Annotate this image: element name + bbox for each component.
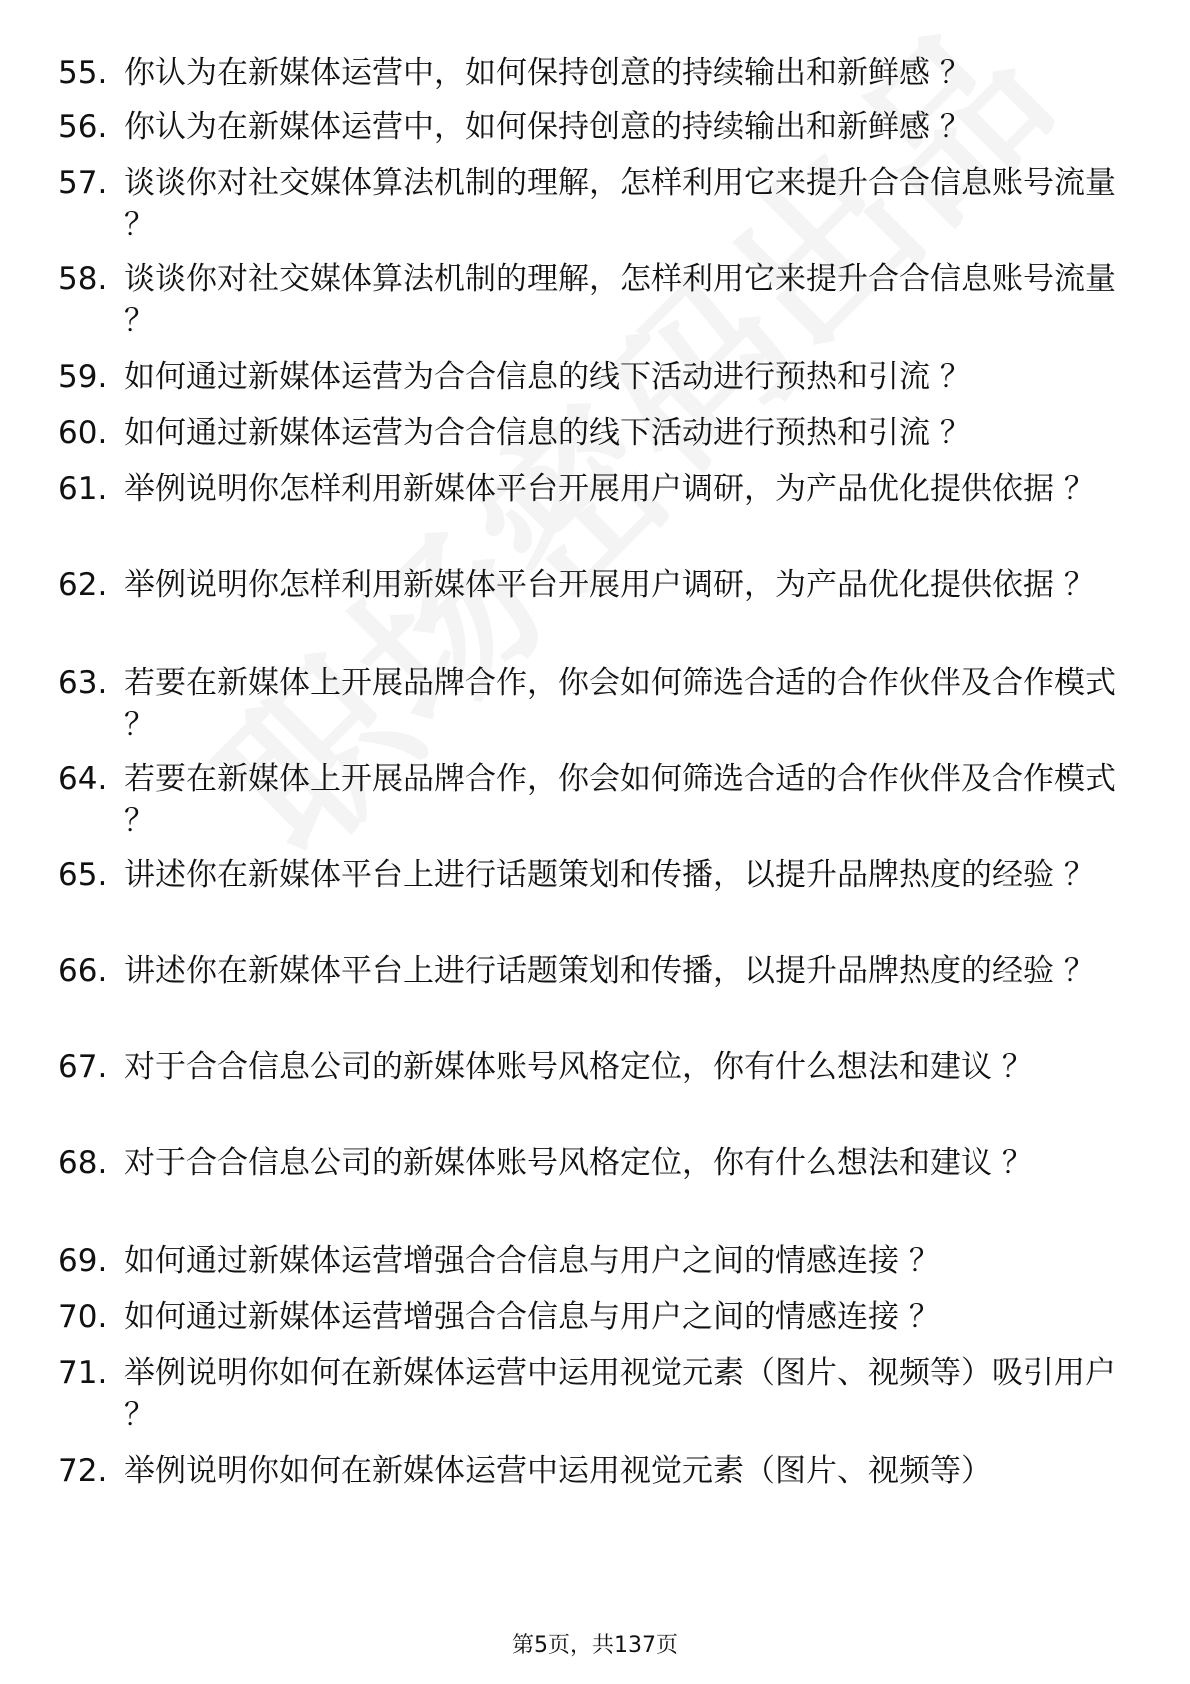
question-item (58, 950, 1118, 992)
question-item (58, 1296, 1118, 1338)
question-text: 如何通过新媒体运营为合合信息的线下活动进行预热和引流 ？ (124, 359, 971, 395)
question-text: 若要在新媒体上开展品牌合作，你会如何筛选合适的合作伙伴及合作模式 ？ (124, 665, 1116, 743)
question-item (58, 758, 1118, 842)
question-item (58, 258, 1118, 342)
question-item (58, 1352, 1118, 1436)
question-number: 71. (58, 1355, 108, 1391)
question-number: 60. (58, 415, 108, 451)
question-number: 67. (58, 1049, 108, 1085)
question-item (58, 1142, 1118, 1184)
question-item (58, 106, 1118, 148)
question-item (58, 356, 1118, 398)
question-text: 如何通过新媒体运营为合合信息的线下活动进行预热和引流 ？ (124, 415, 971, 451)
question-text: 对于合合信息公司的新媒体账号风格定位，你有什么想法和建议 ？ (124, 1145, 1033, 1181)
question-text: 举例说明你如何在新媒体运营中运用视觉元素（图片、视频等） (124, 1453, 992, 1489)
question-item (58, 854, 1118, 896)
question-text: 对于合合信息公司的新媒体账号风格定位，你有什么想法和建议 ？ (124, 1049, 1033, 1085)
question-number: 55. (58, 55, 108, 91)
question-number: 63. (58, 665, 108, 701)
question-number: 59. (58, 359, 108, 395)
question-text: 讲述你在新媒体平台上进行话题策划和传播，以提升品牌热度的经验 ？ (124, 857, 1095, 893)
question-text: 举例说明你如何在新媒体运营中运用视觉元素（图片、视频等）吸引用户 ？ (124, 1355, 1116, 1433)
question-item (58, 564, 1118, 606)
question-text: 如何通过新媒体运营增强合合信息与用户之间的情感连接 ？ (124, 1299, 940, 1335)
question-text: 谈谈你对社交媒体算法机制的理解，怎样利用它来提升合合信息账号流量 ？ (124, 165, 1116, 243)
question-text: 你认为在新媒体运营中，如何保持创意的持续输出和新鲜感 ？ (124, 109, 971, 145)
question-number: 72. (58, 1453, 108, 1489)
question-item (58, 468, 1118, 510)
question-text: 讲述你在新媒体平台上进行话题策划和传播，以提升品牌热度的经验 ？ (124, 953, 1095, 989)
question-number: 64. (58, 761, 108, 797)
question-number: 61. (58, 471, 108, 507)
question-item (58, 1046, 1118, 1088)
question-item (58, 412, 1118, 454)
question-text: 举例说明你怎样利用新媒体平台开展用户调研，为产品优化提供依据 ？ (124, 567, 1095, 603)
question-number: 68. (58, 1145, 108, 1181)
question-text: 若要在新媒体上开展品牌合作，你会如何筛选合适的合作伙伴及合作模式 ？ (124, 761, 1116, 839)
question-number: 58. (58, 261, 108, 297)
question-number: 66. (58, 953, 108, 989)
question-number: 56. (58, 109, 108, 145)
question-number: 57. (58, 165, 108, 201)
question-item (58, 1240, 1118, 1282)
question-text: 举例说明你怎样利用新媒体平台开展用户调研，为产品优化提供依据 ？ (124, 471, 1095, 507)
page-number-footer: 第5页，共137页 (512, 1633, 678, 1658)
question-text: 谈谈你对社交媒体算法机制的理解，怎样利用它来提升合合信息账号流量 ？ (124, 261, 1116, 339)
question-text: 你认为在新媒体运营中，如何保持创意的持续输出和新鲜感 ？ (124, 55, 971, 91)
question-number: 65. (58, 857, 108, 893)
question-item (58, 162, 1118, 246)
question-text: 如何通过新媒体运营增强合合信息与用户之间的情感连接 ？ (124, 1243, 940, 1279)
question-number: 70. (58, 1299, 108, 1335)
question-number: 62. (58, 567, 108, 603)
question-item (58, 662, 1118, 746)
question-item (58, 1450, 1118, 1492)
question-item (58, 52, 1118, 94)
question-number: 69. (58, 1243, 108, 1279)
